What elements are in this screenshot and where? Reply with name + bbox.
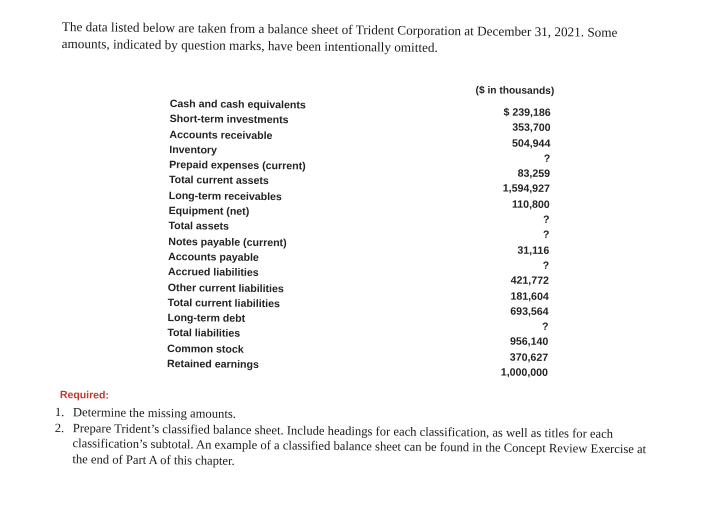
intro-paragraph: The data listed below are taken from a balance sheet of Trident Corporation at December 31, 2021. Some amounts, indicated by question marks, have been intentionally omitted. xyxy=(61,18,618,55)
row-value: 956,140 xyxy=(509,336,549,349)
row-label: Long-term receivables xyxy=(168,189,282,203)
row-value: ? xyxy=(543,213,550,227)
row-value: 370,627 xyxy=(509,351,549,364)
row-label: Accounts receivable xyxy=(169,128,273,142)
required-heading: Required: xyxy=(59,389,110,402)
row-label: Total current assets xyxy=(168,174,269,188)
row-value: 110,800 xyxy=(511,198,550,211)
row-value: 353,700 xyxy=(512,121,551,135)
row-value: ? xyxy=(542,259,550,272)
row-label: Long-term debt xyxy=(167,312,246,325)
row-label: Accrued liabilities xyxy=(167,266,259,280)
row-label: Total liabilities xyxy=(167,327,241,341)
row-value: 1,000,000 xyxy=(500,366,549,380)
row-label: Inventory xyxy=(169,143,218,157)
row-label: Prepaid expenses (current) xyxy=(169,159,306,173)
row-value: ? xyxy=(543,152,551,165)
row-value: 181,604 xyxy=(510,290,549,303)
row-value: 83,259 xyxy=(517,167,551,181)
row-value: 693,564 xyxy=(510,305,549,318)
task-text: Determine the missing amounts. xyxy=(72,405,236,421)
row-value: 1,594,927 xyxy=(502,182,550,196)
row-label: Common stock xyxy=(167,342,244,356)
column-header: ($ in thousands) xyxy=(475,85,555,98)
balance-sheet-data xyxy=(166,82,560,380)
row-label: Accounts payable xyxy=(168,250,259,264)
row-value: ? xyxy=(541,321,549,334)
item-values xyxy=(472,105,551,381)
row-label: Other current liabilities xyxy=(167,281,284,295)
task-list xyxy=(54,405,665,473)
row-label: Total assets xyxy=(168,220,230,233)
row-label: Retained earnings xyxy=(166,358,259,371)
row-value: ? xyxy=(542,229,550,242)
task-item xyxy=(54,420,664,473)
row-label: Cash and cash equivalents xyxy=(169,97,306,112)
item-labels xyxy=(167,97,306,374)
task-text: Prepare Trident’s classified balance sheet. Include headings for each classification, as well as titles for each classification’s subtotal. An example of a classified balance sheet can be found in the Concept Review Exercise at the end of Part A of this chapter. xyxy=(72,420,647,468)
row-label: Short-term investments xyxy=(169,113,289,127)
row-value: $ 239,186 xyxy=(503,106,551,119)
task-number: 2. xyxy=(54,420,65,435)
task-number: 1. xyxy=(54,405,65,420)
row-label: Total current liabilities xyxy=(167,296,280,311)
row-label: Notes payable (current) xyxy=(168,235,287,249)
row-value: 504,944 xyxy=(512,137,551,150)
row-label: Equipment (net) xyxy=(168,205,250,218)
row-value: 421,772 xyxy=(510,274,549,288)
row-value: 31,116 xyxy=(517,244,550,257)
